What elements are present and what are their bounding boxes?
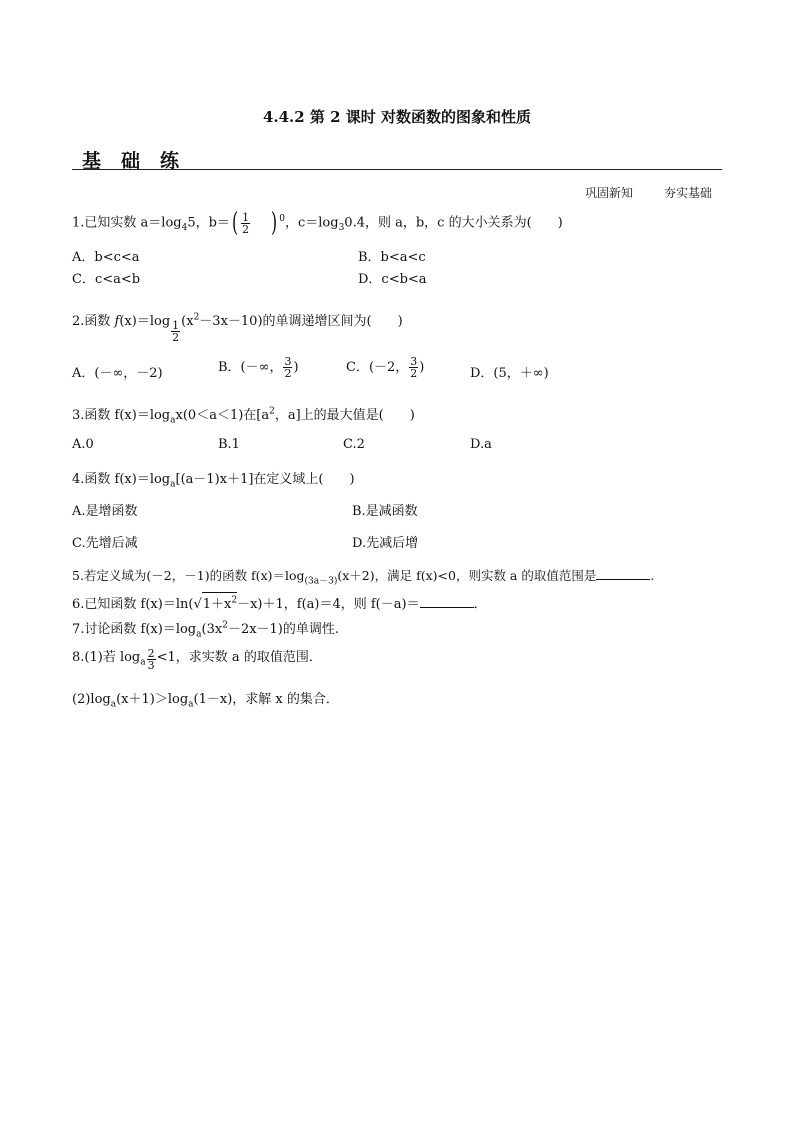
q3-option-d: D.a [470, 437, 492, 452]
question-6: 6.已知函数 $f(x)=\ln(√1+x^2-x)+1$，f(a)＝4，则 f(－a)＝ ． [72, 592, 487, 612]
q4-option-a: A.是增函数 [72, 504, 138, 519]
q3-option-c: C.2 [343, 437, 365, 452]
q2-option-c: C．(－2， $\frac{3}{2}$ ) [346, 355, 425, 380]
motto-left: 巩固新知 [585, 186, 634, 200]
q4-option-c: C.先增后减 [72, 536, 138, 551]
answer-blank [420, 595, 474, 608]
question-7: 7.讨论函数 $f(x)=\log_a(3x^2-2x-1)$的单调性. [72, 620, 340, 640]
page-title: 4.4.2 第 2 课时 对数函数的图象和性质 [262, 108, 532, 126]
q4-option-d: D.先减后增 [352, 536, 419, 551]
question-2: 2.函数 f(x)＝log $\frac{1}{2}$ $(x^2-3x-10)$的单调递增区间为( ) [72, 312, 403, 344]
answer-blank [596, 567, 650, 580]
motto-right: 夯实基础 [664, 186, 713, 200]
question-8-part-2: $(2)\log_a(x+1)>\log_a(1-x)$，求解 x 的集合． [72, 692, 339, 710]
question-5: 5.若定义域为(－2，－1)的函数 $f(x)=\log_{(3a-3)}(x+2)$，满足 f(x)<0，则实数 a 的取值范围是 . [72, 568, 655, 587]
q4-option-b: B.是减函数 [352, 504, 418, 519]
q3-option-a: A.0 [72, 437, 94, 452]
q1-option-a: A．b<c<a [72, 250, 140, 265]
q1-option-d: D．c<b<a [358, 272, 427, 287]
q1-option-b: B．b<a<c [358, 250, 426, 265]
section-heading: 基础练 [82, 150, 200, 172]
q2-option-d: D．(5，＋∞) [470, 366, 549, 381]
question-8-part-1: 8.(1)若 $\log_a$ $\frac{2}{3}$ <1，求实数 a 的取值范围． [72, 647, 322, 672]
q2-option-b: B．(－∞， $\frac{3}{2}$ ) [218, 355, 299, 380]
question-1: 1.已知实数 $a=\log_45$，b＝( $\frac{1}{2}$ ) $^0$，$c=\log_30.4$，则 a，b，c 的大小关系为( ) [72, 208, 563, 238]
q3-option-b: B.1 [218, 437, 240, 452]
q1-option-c: C．c<a<b [72, 272, 141, 287]
fraction-one-half: $\frac{1}{2}$ [242, 210, 250, 236]
section-divider [72, 169, 722, 170]
question-4: 4.函数 $f(x)=\log_a[(a-1)x+1]$在定义域上( ) [72, 472, 355, 490]
q2-option-a: A．(－∞，－2) [72, 366, 163, 381]
question-3: 3.函数 $f(x)=\log_ax(0<a<1)$在[$a^2$，a]上的最大值是( ) [72, 406, 415, 426]
